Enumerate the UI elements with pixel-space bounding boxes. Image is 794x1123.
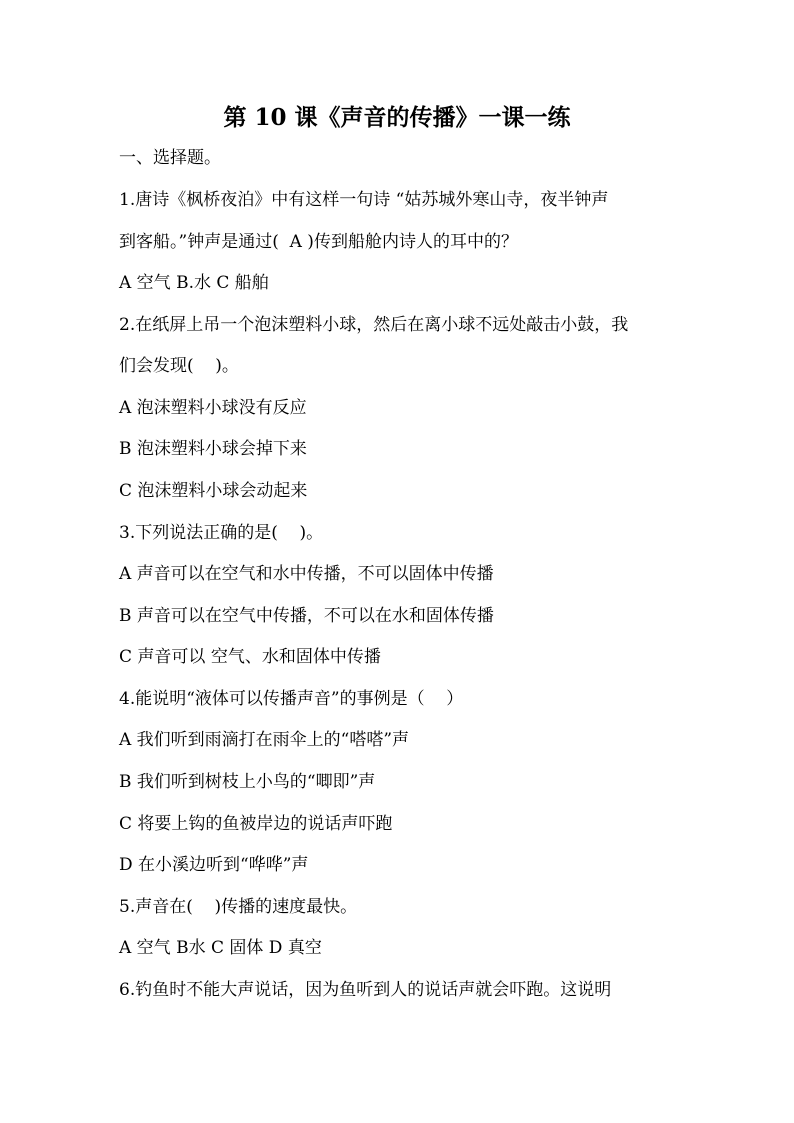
question-3-option-c: C 声音可以 空气、水和固体中传播 [119,647,381,667]
question-4-option-c: C 将要上钩的鱼被岸边的说话声吓跑 [119,814,393,834]
question-2-line-1: 2.在纸屏上吊一个泡沫塑料小球，然后在离小球不远处敲击小鼓，我 [119,315,629,335]
question-1-line-2: 到客船。”钟声是通过( A )传到船舱内诗人的耳中的？ [119,232,518,252]
question-3-option-b: B 声音可以在空气中传播，不可以在水和固体传播 [119,606,494,626]
question-2-line-2: 们会发现( )。 [119,356,239,376]
question-3-stem: 3.下列说法正确的是( )。 [119,523,324,543]
question-4-stem: 4.能说明“液体可以传播声音”的事例是（ ） [119,689,464,709]
section-heading: 一、选择题。 [119,148,221,168]
question-2-option-a: A 泡沫塑料小球没有反应 [119,398,307,418]
question-4-option-d: D 在小溪边听到“哗哗”声 [119,855,309,875]
question-4-option-b: B 我们听到树枝上小鸟的“唧即”声 [119,772,376,792]
question-3-option-a: A 声音可以在空气和水中传播，不可以固体中传播 [119,564,494,584]
question-5-options: A 空气 B水 C 固体 D 真空 [119,938,322,958]
question-5-stem: 5.声音在( )传播的速度最快。 [119,897,358,917]
question-1-line-1: 1.唐诗《枫桥夜泊》中有这样一句诗 “姑苏城外寒山寺，夜半钟声 [119,190,609,210]
question-1-options: A 空气 B.水 C 船舶 [119,273,269,293]
question-2-option-b: B 泡沫塑料小球会掉下来 [119,439,307,459]
question-4-option-a: A 我们听到雨滴打在雨伞上的“嗒嗒”声 [119,730,410,750]
document-title: 第 10 课《声音的传播》一课一练 [223,104,571,131]
question-2-option-c: C 泡沫塑料小球会动起来 [119,481,308,501]
question-6-line-1: 6.钓鱼时不能大声说话，因为鱼听到人的说话声就会吓跑。这说明 [119,980,612,1000]
